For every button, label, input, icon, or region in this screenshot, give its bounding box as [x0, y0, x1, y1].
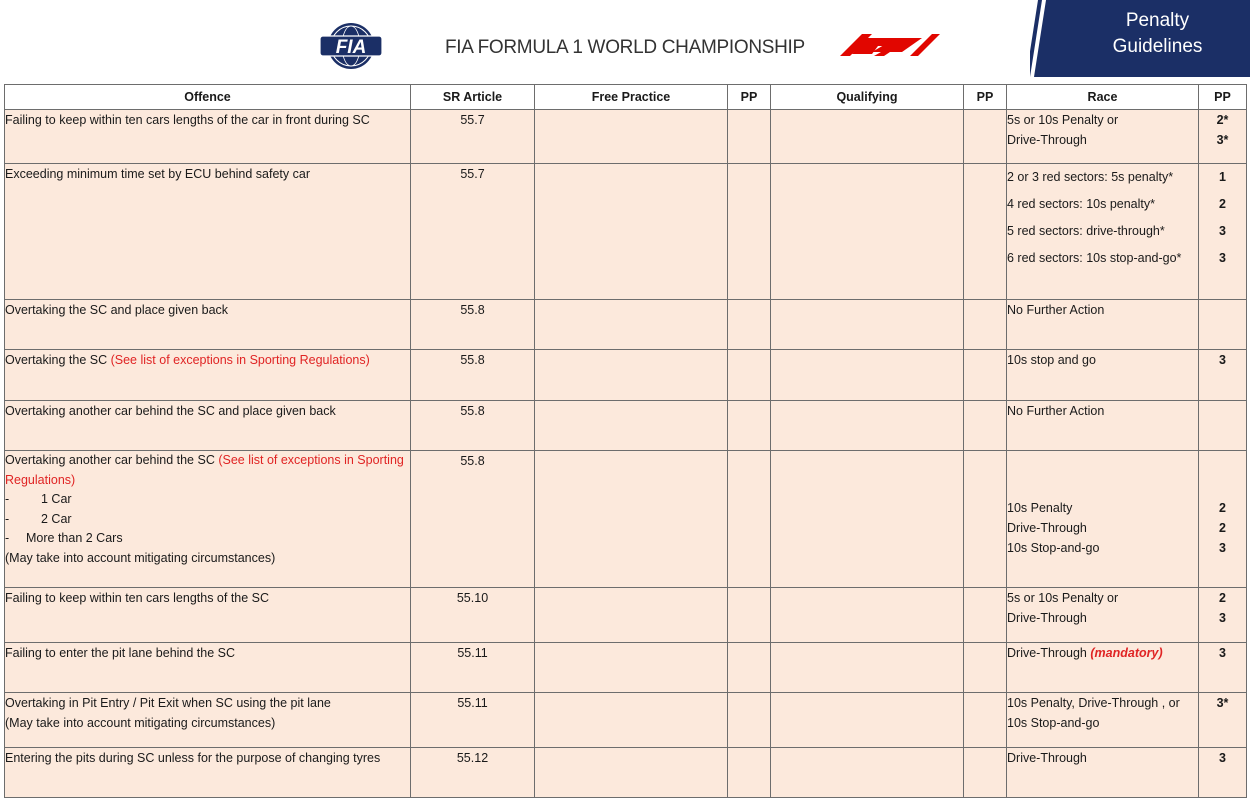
race-line: Drive-Through	[1007, 133, 1087, 147]
mitigating-note: (May take into account mitigating circumstances)	[5, 550, 276, 565]
race-cell	[1007, 300, 1199, 350]
offence-text: Overtaking the SC	[5, 353, 111, 367]
pp-value: 3	[1219, 646, 1226, 660]
list-item: - 2 Car	[5, 510, 410, 530]
pp-quali-cell	[964, 451, 1007, 588]
article-cell: 55.11	[411, 693, 535, 748]
f1-logo-icon	[838, 32, 942, 60]
race-line: 5s or 10s Penalty or	[1007, 591, 1119, 605]
pp-fp-cell	[728, 693, 771, 748]
banner-line-1: Penalty	[1125, 10, 1190, 31]
offence-cell	[5, 350, 411, 401]
pp-fp-cell	[728, 748, 771, 798]
pp-value: 3	[1219, 251, 1226, 265]
pp-race-cell	[1199, 164, 1247, 300]
pp-race-cell	[1199, 748, 1247, 798]
list-item: - 1 Car	[5, 490, 410, 510]
free-practice-cell	[535, 451, 728, 588]
pp-fp-cell	[728, 164, 771, 300]
race-line: 2 or 3 red sectors: 5s penalty*	[1007, 170, 1174, 184]
race-line: 10s Stop-and-go	[1007, 541, 1100, 555]
sub-item: 1 Car	[41, 492, 72, 506]
offence-cell	[5, 748, 411, 798]
offence-text: Failing to keep within ten cars lengths of the car in front during SC	[5, 113, 370, 127]
offence-cell	[5, 401, 411, 451]
banner-title	[1090, 8, 1225, 60]
pp-race-cell	[1199, 451, 1247, 588]
offence-text: Entering the pits during SC unless for the purpose of changing tyres	[5, 751, 381, 765]
qualifying-cell	[771, 350, 964, 401]
pp-quali-cell	[964, 693, 1007, 748]
free-practice-cell	[535, 588, 728, 643]
pp-value: 3	[1219, 611, 1226, 625]
qualifying-cell	[771, 164, 964, 300]
column-header-pp-quali: PP	[964, 85, 1007, 110]
offence-text: Overtaking another car behind the SC and place given back	[5, 404, 336, 418]
offence-cell	[5, 164, 411, 300]
offence-cell	[5, 643, 411, 693]
offence-cell	[5, 300, 411, 350]
pp-quali-cell	[964, 164, 1007, 300]
pp-quali-cell	[964, 300, 1007, 350]
race-cell	[1007, 350, 1199, 401]
qualifying-cell	[771, 748, 964, 798]
pp-value: 3*	[1216, 696, 1229, 710]
free-practice-cell	[535, 401, 728, 451]
mandatory-note: (mandatory)	[1090, 646, 1163, 660]
qualifying-cell	[771, 300, 964, 350]
pp-value: 3	[1219, 224, 1226, 238]
race-cell	[1007, 588, 1199, 643]
pp-value: 1	[1219, 170, 1226, 184]
article-cell: 55.7	[411, 164, 535, 300]
race-line: No Further Action	[1007, 404, 1105, 418]
pp-value: 2	[1219, 501, 1226, 515]
sub-item: 2 Car	[41, 511, 72, 526]
sub-item: More than 2 Cars	[26, 531, 123, 545]
column-header-free-practice: Free Practice	[535, 85, 728, 110]
offence-text: Failing to enter the pit lane behind the SC	[5, 646, 236, 660]
article-cell: 55.12	[411, 748, 535, 798]
offence-cell	[5, 110, 411, 164]
pp-race-cell	[1199, 300, 1247, 350]
column-header-sr-article: SR Article	[411, 85, 535, 110]
table-header-row	[5, 85, 1247, 110]
race-line: 10s Penalty	[1007, 501, 1073, 515]
race-line: Drive-Through	[1007, 751, 1087, 765]
free-practice-cell	[535, 693, 728, 748]
pp-race-cell	[1199, 693, 1247, 748]
article-cell: 55.7	[411, 110, 535, 164]
table-row	[5, 110, 1247, 164]
pp-race-cell	[1199, 110, 1247, 164]
offence-text: Overtaking the SC and place given back	[5, 303, 229, 317]
race-line: 10s Stop-and-go	[1007, 716, 1100, 730]
column-header-offence: Offence	[5, 85, 411, 110]
free-practice-cell	[535, 300, 728, 350]
free-practice-cell	[535, 164, 728, 300]
pp-value: 2*	[1216, 113, 1229, 127]
race-line: 10s Penalty, Drive-Through , or	[1007, 696, 1180, 710]
article-cell: 55.10	[411, 588, 535, 643]
pp-fp-cell	[728, 643, 771, 693]
penalty-table	[4, 84, 1247, 798]
race-line: 10s stop and go	[1007, 353, 1096, 367]
championship-title: FIA FORMULA 1 WORLD CHAMPIONSHIP	[445, 37, 805, 58]
table-row	[5, 588, 1247, 643]
banner-line-2: Guidelines	[1112, 36, 1203, 57]
pp-fp-cell	[728, 588, 771, 643]
pp-race-cell	[1199, 643, 1247, 693]
pp-value: 2	[1219, 521, 1226, 535]
article-cell: 55.8	[411, 401, 535, 451]
race-cell	[1007, 451, 1199, 588]
pp-fp-cell	[728, 300, 771, 350]
race-line: 5 red sectors: drive-through*	[1007, 224, 1165, 238]
exceptions-note: (See list of exceptions in Sporting Regulations)	[110, 353, 370, 367]
race-line: Drive-Through	[1007, 521, 1087, 535]
free-practice-cell	[535, 110, 728, 164]
pp-race-cell	[1199, 588, 1247, 643]
exceptions-note: (See list of exceptions in Sporting Regulations)	[5, 453, 404, 487]
column-header-pp-race: PP	[1199, 85, 1247, 110]
article-cell: 55.11	[411, 643, 535, 693]
race-cell	[1007, 748, 1199, 798]
column-header-pp-fp: PP	[728, 85, 771, 110]
offence-text: Overtaking another car behind the SC	[5, 453, 219, 467]
race-line: 4 red sectors: 10s penalty*	[1007, 197, 1155, 211]
offence-text: Exceeding minimum time set by ECU behind safety car	[5, 167, 310, 181]
pp-fp-cell	[728, 110, 771, 164]
pp-race-cell	[1199, 401, 1247, 451]
pp-quali-cell	[964, 748, 1007, 798]
free-practice-cell	[535, 350, 728, 401]
race-line: 6 red sectors: 10s stop-and-go*	[1007, 251, 1182, 265]
race-cell	[1007, 110, 1199, 164]
qualifying-cell	[771, 643, 964, 693]
pp-fp-cell	[728, 451, 771, 588]
race-cell	[1007, 643, 1199, 693]
pp-value: 2	[1219, 197, 1226, 211]
offence-text: Failing to keep within ten cars lengths of the SC	[5, 591, 270, 605]
qualifying-cell	[771, 693, 964, 748]
free-practice-cell	[535, 643, 728, 693]
qualifying-cell	[771, 110, 964, 164]
offence-cell	[5, 693, 411, 748]
pp-value: 3	[1219, 751, 1226, 765]
race-line: No Further Action	[1007, 303, 1105, 317]
column-header-qualifying: Qualifying	[771, 85, 964, 110]
table-row	[5, 164, 1247, 300]
qualifying-cell	[771, 401, 964, 451]
race-line: Drive-Through	[1007, 611, 1087, 625]
table-row	[5, 693, 1247, 748]
pp-quali-cell	[964, 643, 1007, 693]
table-row	[5, 451, 1247, 588]
race-cell	[1007, 401, 1199, 451]
pp-fp-cell	[728, 350, 771, 401]
offence-cell	[5, 451, 411, 588]
table-row	[5, 401, 1247, 451]
offence-text: Overtaking in Pit Entry / Pit Exit when SC using the pit lane	[5, 696, 331, 710]
list-item: - More than 2 Cars	[5, 529, 410, 549]
pp-quali-cell	[964, 588, 1007, 643]
fia-logo-icon	[316, 21, 386, 71]
article-cell: 55.8	[411, 350, 535, 401]
pp-value: 3	[1219, 541, 1226, 555]
pp-quali-cell	[964, 110, 1007, 164]
free-practice-cell	[535, 748, 728, 798]
page-header	[0, 0, 1250, 84]
article-cell: 55.8	[411, 451, 535, 588]
table-row	[5, 748, 1247, 798]
table-row	[5, 643, 1247, 693]
qualifying-cell	[771, 588, 964, 643]
table-row	[5, 350, 1247, 401]
pp-value: 3*	[1216, 133, 1229, 147]
pp-value: 2	[1219, 591, 1226, 605]
qualifying-cell	[771, 451, 964, 588]
article-cell: 55.8	[411, 300, 535, 350]
race-line: 5s or 10s Penalty or	[1007, 113, 1119, 127]
table-row	[5, 300, 1247, 350]
pp-fp-cell	[728, 401, 771, 451]
pp-value: 3	[1219, 353, 1226, 367]
fia-logo-text: FIA	[335, 37, 367, 58]
pp-quali-cell	[964, 350, 1007, 401]
race-cell	[1007, 164, 1199, 300]
pp-quali-cell	[964, 401, 1007, 451]
pp-race-cell	[1199, 350, 1247, 401]
offence-cell	[5, 588, 411, 643]
column-header-race: Race	[1007, 85, 1199, 110]
mitigating-note: (May take into account mitigating circumstances)	[5, 716, 276, 730]
race-cell	[1007, 693, 1199, 748]
race-line: Drive-Through	[1007, 646, 1091, 660]
